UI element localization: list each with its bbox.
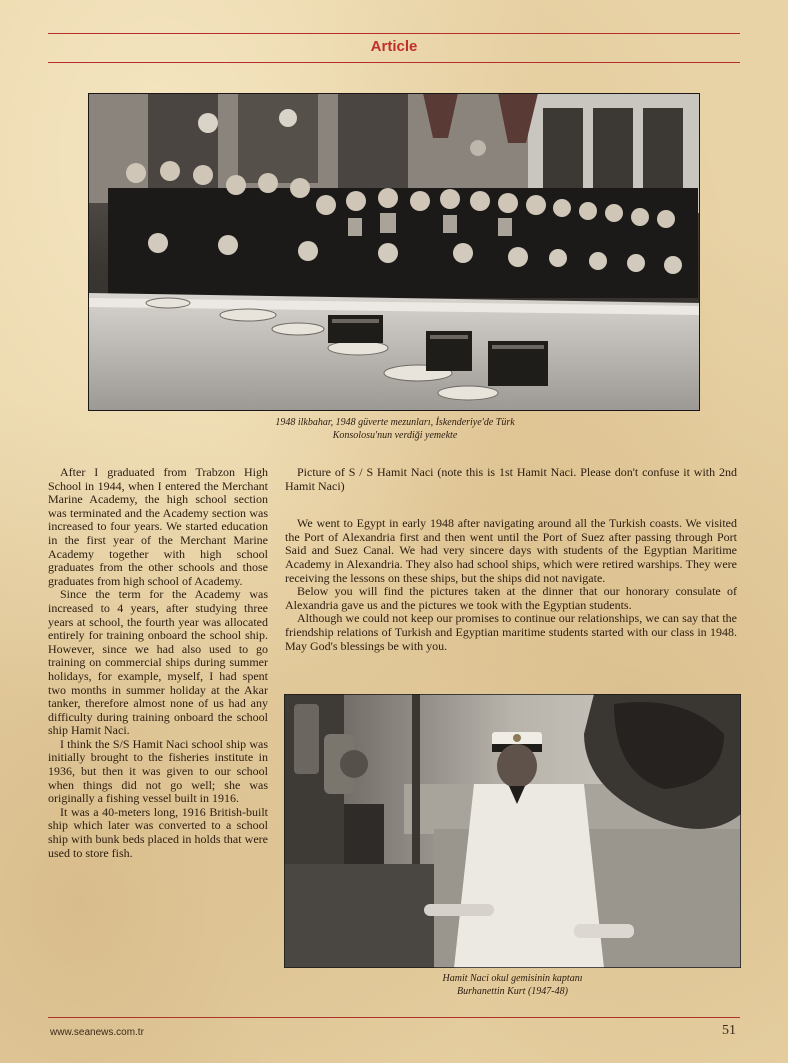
left-paragraph: I think the S/S Hamit Naci school ship was initially brought to the fisheries institute in 1936, but then it was given to our school when things did not go well; she was originally a fishing vessel built in 1916.	[48, 736, 268, 806]
captain-caption-line-1: Hamit Naci okul gemisinin kaptanı	[442, 973, 583, 984]
right-column	[285, 466, 737, 653]
page-number: 51	[722, 1023, 736, 1038]
left-paragraph: It was a 40-meters long, 1916 British-built ship which later was converted to a school ship with bunk beds placed in holds that were used to store fish.	[48, 804, 268, 860]
header-rule-top	[48, 33, 740, 34]
right-paragraph: Although we could not keep our promises to continue our relationships, we can say that the friendship relations of Turkish and Egyptian maritime students started with our class in 1948. May God's blessings be with you.	[285, 611, 737, 653]
right-paragraph: We went to Egypt in early 1948 after navigating around all the Turkish coasts. We visited the Port of Alexandria first and then went until the Port of Suez after passing through Port Said and Suez Canal. We had very sincere days with students of the Egyptian Maritime Academy in Alexandria. They also had school ships, which were retired warships. They were receiving the lessons on these ships, but the ships did not navigate.	[285, 516, 737, 585]
dinner-caption-line-2: Konsolosu'nun verdiği yemekte	[332, 430, 458, 441]
captain-photo-caption	[360, 972, 665, 998]
left-column	[48, 466, 268, 860]
right-paragraph: Below you will find the pictures taken at the dinner that our honorary consulate of Alexandria gave us and the pictures we took with the Egyptian students.	[285, 584, 737, 612]
footer-url: www.seanews.com.tr	[50, 1027, 144, 1038]
header-rule-bottom	[48, 62, 740, 63]
captain-photo	[284, 694, 741, 968]
left-paragraph: After I graduated from Trabzon High School in 1944, when I entered the Merchant Marine Academy, the high school section was terminated and the Academy section was increased to four years. We started education in the first year of the Merchant Marine Academy together with high school graduates from the other schools and those graduates from high school of Academy.	[48, 465, 268, 588]
captain-caption-line-2: Burhanettin Kurt (1947-48)	[457, 986, 568, 997]
right-paragraph: Picture of S / S Hamit Naci (note this is 1st Hamit Naci. Please don't confuse it with 2nd Hamit Naci)	[285, 465, 737, 493]
dinner-group-photo	[88, 93, 700, 411]
section-title: Article	[370, 38, 418, 55]
footer-rule	[48, 1017, 740, 1018]
dinner-caption-line-1: 1948 ilkbahar, 1948 güverte mezunları, İskenderiye'de Türk	[275, 417, 515, 428]
left-paragraph: Since the term for the Academy was increased to 4 years, after studying three years at school, the fourth year was allocated entirely for training onboard the school ship. However, since we had also used to go training on commercial ships during summer holidays, for example, myself, I had spent two months in summer holiday at the Akar tanker, therefore almost none of us had any difficulty during training onboard the school ship Hamit Naci.	[48, 587, 268, 738]
dinner-photo-caption	[180, 416, 610, 442]
